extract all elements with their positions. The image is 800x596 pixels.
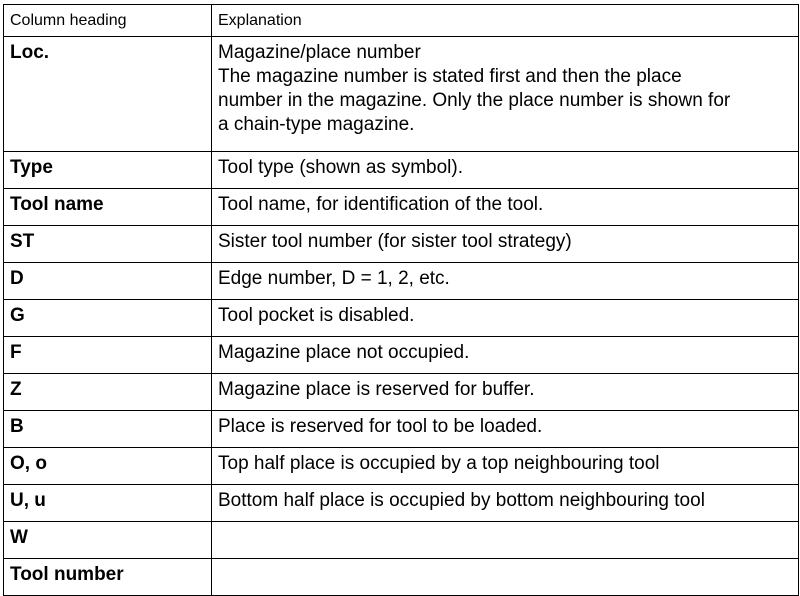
row-heading: W	[4, 522, 212, 559]
row-heading: Z	[4, 374, 212, 411]
row-explanation: Bottom half place is occupied by bottom neighbouring tool	[212, 485, 799, 522]
row-heading: Tool number	[4, 559, 212, 596]
table-row	[4, 411, 799, 448]
row-heading: Tool name	[4, 189, 212, 226]
table-row	[4, 37, 799, 152]
row-explanation: Tool pocket is disabled.	[212, 300, 799, 337]
row-explanation	[212, 37, 799, 152]
table-row	[4, 522, 799, 559]
column-explanation-table	[3, 4, 799, 596]
row-explanation: Sister tool number (for sister tool strategy)	[212, 226, 799, 263]
row-heading: Loc.	[4, 37, 212, 152]
row-explanation	[212, 522, 799, 559]
row-explanation: Magazine place is reserved for buffer.	[212, 374, 799, 411]
table-row	[4, 189, 799, 226]
table-row	[4, 226, 799, 263]
row-heading: ST	[4, 226, 212, 263]
row-explanation: Magazine place not occupied.	[212, 337, 799, 374]
explanation-line: Magazine/place number	[218, 42, 421, 63]
table-row	[4, 559, 799, 596]
row-explanation: Edge number, D = 1, 2, etc.	[212, 263, 799, 300]
row-explanation: Tool type (shown as symbol).	[212, 152, 799, 189]
row-explanation: Place is reserved for tool to be loaded.	[212, 411, 799, 448]
table-row	[4, 448, 799, 485]
header-explanation: Explanation	[212, 5, 799, 37]
table-row	[4, 485, 799, 522]
row-explanation	[212, 559, 799, 596]
table-row	[4, 374, 799, 411]
table-header-row	[4, 5, 799, 37]
row-heading: G	[4, 300, 212, 337]
explanation-line: The magazine number is stated first and then the place	[218, 66, 682, 87]
row-heading: U, u	[4, 485, 212, 522]
explanation-line: a chain-type magazine.	[218, 114, 415, 135]
header-column-heading: Column heading	[4, 5, 212, 37]
table-row	[4, 300, 799, 337]
row-heading: Type	[4, 152, 212, 189]
row-explanation: Top half place is occupied by a top neighbouring tool	[212, 448, 799, 485]
table-row	[4, 337, 799, 374]
row-heading: B	[4, 411, 212, 448]
table-row	[4, 152, 799, 189]
row-heading: O, o	[4, 448, 212, 485]
table-row	[4, 263, 799, 300]
row-heading: D	[4, 263, 212, 300]
row-explanation: Tool name, for identification of the tool.	[212, 189, 799, 226]
explanation-line: number in the magazine. Only the place number is shown for	[218, 90, 731, 111]
row-heading: F	[4, 337, 212, 374]
